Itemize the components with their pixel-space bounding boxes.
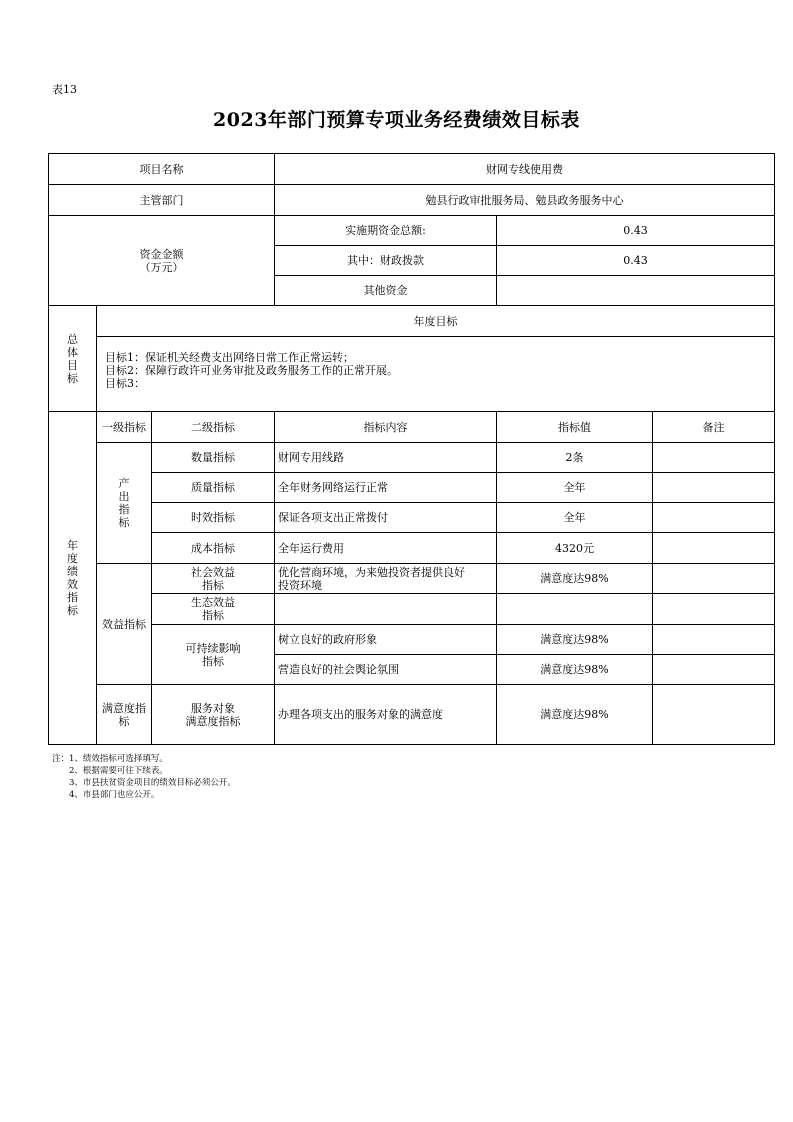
header-content: 指标内容 <box>275 412 497 443</box>
level2-line: 指标 <box>202 654 224 668</box>
benefit-label: 效益指标 <box>97 564 152 685</box>
output-label-char: 指 <box>118 503 130 516</box>
level2-cell: 数量指标 <box>152 443 275 473</box>
level2-cell <box>152 625 275 685</box>
table-row <box>49 533 775 564</box>
table-row <box>49 564 775 594</box>
table-number: 表13 <box>52 83 77 96</box>
level2-cell: 质量指标 <box>152 473 275 503</box>
note-cell <box>653 473 775 503</box>
table-row <box>49 473 775 503</box>
perf-side-char: 年 <box>67 539 78 552</box>
funds-row-total <box>49 216 775 246</box>
level2-cell <box>152 685 275 745</box>
overall-side-label <box>49 306 97 412</box>
department-value: 勉县行政审批服务局、勉县政务服务中心 <box>275 185 775 216</box>
goal-2: 目标2：保障行政许可业务审批及政务服务工作的正常开展。 <box>105 364 398 377</box>
footnotes <box>52 753 236 801</box>
perf-side-label <box>49 412 97 745</box>
satisfaction-label <box>97 685 152 745</box>
level2-cell <box>152 564 275 594</box>
overall-side-char: 标 <box>67 371 78 385</box>
funds-label <box>49 216 275 306</box>
content-cell: 树立良好的政府形象 <box>275 625 497 655</box>
funds-total-value: 0.43 <box>497 216 775 246</box>
content-cell: 全年运行费用 <box>275 533 497 564</box>
department-row <box>49 185 775 216</box>
overall-side-char: 总 <box>67 332 78 346</box>
funds-label-line2: （万元） <box>139 260 184 274</box>
page-title: 2023年部门预算专项业务经费绩效目标表 <box>213 109 580 131</box>
overall-goals-row <box>49 337 775 412</box>
funds-fiscal-label: 其中：财政拨款 <box>275 246 497 276</box>
note-cell <box>653 503 775 533</box>
perf-side-char: 效 <box>67 578 78 591</box>
funds-other-value <box>497 276 775 306</box>
content-cell: 保证各项支出正常拨付 <box>275 503 497 533</box>
project-label: 项目名称 <box>49 154 275 185</box>
content-line: 优化营商环境，为来勉投资者提供良好 <box>278 565 465 579</box>
funds-label-line1: 资金金额 <box>139 247 184 261</box>
overall-header-row <box>49 306 775 337</box>
perf-side-char: 度 <box>67 552 78 565</box>
level1-line: 标 <box>118 714 130 728</box>
level2-cell: 成本指标 <box>152 533 275 564</box>
value-cell: 满意度达98% <box>497 685 653 745</box>
header-value: 指标值 <box>497 412 653 443</box>
level2-line: 指标 <box>202 578 224 592</box>
level2-line: 可持续影响 <box>185 641 241 655</box>
value-cell: 满意度达98% <box>497 564 653 594</box>
value-cell: 4320元 <box>497 533 653 564</box>
performance-table <box>48 153 775 745</box>
header-level1: 一级指标 <box>97 412 152 443</box>
funds-total-label: 实施期资金总额: <box>275 216 497 246</box>
project-value: 财网专线使用费 <box>275 154 775 185</box>
funds-fiscal-value: 0.43 <box>497 246 775 276</box>
value-cell: 全年 <box>497 473 653 503</box>
value-cell: 满意度达98% <box>497 655 653 685</box>
note-cell <box>653 594 775 625</box>
footnote: 注：1、绩效指标可选择填写。 <box>52 754 168 764</box>
note-cell <box>653 685 775 745</box>
table-row <box>49 443 775 473</box>
table-row <box>49 625 775 655</box>
footnote: 4、市县部门也应公开。 <box>52 790 160 800</box>
level2-line: 社会效益 <box>191 565 235 579</box>
level2-line: 满意度指标 <box>185 714 241 728</box>
content-cell <box>275 594 497 625</box>
header-level2: 二级指标 <box>152 412 275 443</box>
table-row <box>49 594 775 625</box>
overall-side-char: 目 <box>67 358 78 372</box>
value-cell: 满意度达98% <box>497 625 653 655</box>
content-cell <box>275 564 497 594</box>
output-label-char: 产 <box>118 477 130 490</box>
note-cell <box>653 533 775 564</box>
content-cell: 财网专用线路 <box>275 443 497 473</box>
table-row <box>49 503 775 533</box>
perf-header-row <box>49 412 775 443</box>
funds-other-label: 其他资金 <box>275 276 497 306</box>
level2-line: 指标 <box>202 609 224 622</box>
note-cell <box>653 625 775 655</box>
content-cell: 营造良好的社会舆论氛围 <box>275 655 497 685</box>
note-cell <box>653 443 775 473</box>
overall-side-char: 体 <box>67 345 78 359</box>
footnote: 3、市县扶贫资金项目的绩效目标必须公开。 <box>52 778 236 788</box>
level1-line: 满意度指 <box>102 701 146 715</box>
table-row <box>49 685 775 745</box>
output-label <box>97 443 152 564</box>
overall-goals <box>97 337 775 412</box>
perf-side-char: 标 <box>67 604 78 617</box>
note-cell <box>653 564 775 594</box>
value-cell <box>497 594 653 625</box>
project-row <box>49 154 775 185</box>
note-cell <box>653 655 775 685</box>
content-cell: 办理各项支出的服务对象的满意度 <box>275 685 497 745</box>
goal-3: 目标3： <box>105 377 145 390</box>
department-label: 主管部门 <box>49 185 275 216</box>
header-note: 备注 <box>653 412 775 443</box>
level2-cell <box>152 594 275 625</box>
overall-header: 年度目标 <box>97 306 775 337</box>
content-line: 投资环境 <box>278 578 322 592</box>
value-cell: 2条 <box>497 443 653 473</box>
content-cell: 全年财务网络运行正常 <box>275 473 497 503</box>
level2-cell: 时效指标 <box>152 503 275 533</box>
output-label-char: 出 <box>118 490 130 503</box>
level2-line: 生态效益 <box>191 596 235 609</box>
level2-line: 服务对象 <box>191 701 235 715</box>
perf-side-char: 绩 <box>67 565 78 578</box>
perf-side-char: 指 <box>67 591 78 604</box>
footnote: 2、根据需要可往下续表。 <box>52 766 168 776</box>
goal-1: 目标1：保证机关经费支出网络日常工作正常运转； <box>105 351 354 364</box>
value-cell: 全年 <box>497 503 653 533</box>
output-label-char: 标 <box>118 516 130 529</box>
